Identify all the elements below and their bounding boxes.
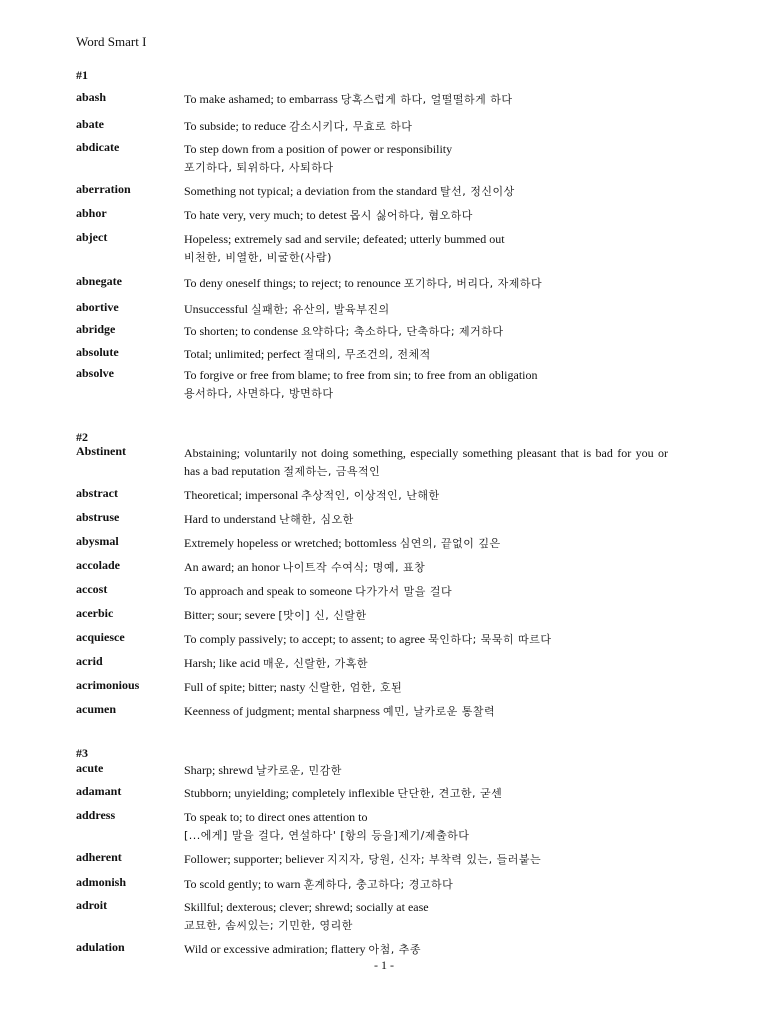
definition-korean: 당혹스럽게 하다, 얼떨떨하게 하다	[340, 93, 513, 106]
definition-english: Theoretical; impersonal	[184, 488, 299, 502]
entry-term: acrid	[76, 654, 103, 668]
definition-korean: 단단한, 견고한, 굳센	[397, 787, 503, 800]
definition-english: Hard to understand	[184, 512, 276, 526]
definition-korean: 절제하는, 금욕적인	[283, 465, 381, 478]
entry-definition	[184, 678, 668, 697]
definition-english: Stubborn; unyielding; completely inflexible	[184, 786, 395, 800]
definition-english: Skillful; dexterous; clever; shrewd; socially at ease	[184, 900, 429, 914]
definition-english: To approach and speak to someone	[184, 584, 353, 598]
entry-definition	[184, 606, 668, 625]
entry-definition	[184, 630, 668, 649]
entry-definition	[184, 322, 668, 341]
entry-definition	[184, 654, 668, 673]
definition-korean: 묵인하다; 묵묵히 따르다	[428, 633, 552, 646]
entry-definition	[184, 510, 668, 529]
definition-korean: 탈선, 정신이상	[439, 185, 515, 198]
definition-english: Extremely hopeless or wretched; bottomless	[184, 536, 397, 550]
definition-english: Harsh; like acid	[184, 656, 260, 670]
entry-definition	[184, 300, 668, 319]
definition-korean: 매운, 신랄한, 가혹한	[262, 657, 368, 670]
entry-term: abhor	[76, 206, 107, 220]
definition-korean: 신랄한, 엄한, 호된	[308, 681, 403, 694]
definition-korean: 포기하다, 버리다, 자제하다	[403, 277, 543, 290]
definition-korean: 지지자, 당원, 신자; 부착력 있는, 들러붙는	[326, 853, 542, 866]
definition-english: Full of spite; bitter; nasty	[184, 680, 306, 694]
definition-english: Follower; supporter; believer	[184, 852, 324, 866]
definition-korean: 비천한, 비열한, 비굴한(사람)	[184, 251, 332, 264]
definition-korean: 교묘한, 솜씨있는; 기민한, 영리한	[184, 919, 353, 932]
definition-english: Bitter; sour; severe	[184, 608, 276, 622]
definition-korean: 날카로운, 민감한	[256, 764, 342, 777]
definition-korean: 예민, 날카로운 통찰력	[382, 705, 496, 718]
entry-term: abnegate	[76, 274, 122, 288]
definition-korean: 나이트작 수여식; 명예, 표창	[282, 561, 426, 574]
definition-english: To scold gently; to warn	[184, 877, 301, 891]
definition-english: To deny oneself things; to reject; to renounce	[184, 276, 401, 290]
definition-english: Unsuccessful	[184, 302, 248, 316]
definition-korean: [...에게] 말을 걸다, 연설하다' [항의 등을]제기/제출하다	[184, 829, 470, 842]
entry-definition	[184, 274, 668, 293]
entry-definition	[184, 345, 668, 364]
entry-definition	[184, 366, 668, 403]
definition-korean: 요약하다; 축소하다, 단축하다; 제거하다	[301, 325, 504, 338]
definition-korean: 난해한, 심오한	[278, 513, 354, 526]
definition-english: To step down from a position of power or responsibility	[184, 142, 453, 156]
entry-definition	[184, 850, 668, 869]
entry-term: absolute	[76, 345, 119, 359]
definition-english: Total; unlimited; perfect	[184, 347, 301, 361]
entry-term: abdicate	[76, 140, 120, 154]
entry-term: Abstinent	[76, 444, 127, 458]
entry-term: adulation	[76, 940, 125, 954]
entry-term: abstract	[76, 486, 118, 500]
entry-term: adamant	[76, 784, 122, 798]
entry-term: acrimonious	[76, 678, 140, 692]
definition-korean: 용서하다, 사면하다, 방면하다	[184, 387, 334, 400]
document-title: Word Smart I	[76, 34, 147, 49]
entry-term: acerbic	[76, 606, 114, 620]
definition-korean: 아첨, 추종	[368, 943, 421, 956]
entry-definition	[184, 90, 668, 109]
definition-english: To make ashamed; to embarrass	[184, 92, 338, 106]
entry-definition	[184, 117, 668, 136]
entry-term: abysmal	[76, 534, 119, 548]
section-label-3: #3	[76, 746, 88, 760]
definition-english: Something not typical; a deviation from the standard	[184, 184, 437, 198]
definition-english: To comply passively; to accept; to assent; to agree	[184, 632, 426, 646]
definition-korean: 감소시키다, 무효로 하다	[289, 120, 413, 133]
entry-definition	[184, 206, 668, 225]
entry-definition	[184, 784, 668, 803]
definition-english: An award; an honor	[184, 560, 280, 574]
entry-definition	[184, 486, 668, 505]
entry-term: abash	[76, 90, 107, 104]
entry-term: aberration	[76, 182, 131, 196]
definition-korean: 절대의, 무조건의, 전체적	[303, 348, 431, 361]
definition-english: To shorten; to condense	[184, 324, 299, 338]
entry-definition	[184, 702, 668, 721]
entry-definition	[184, 898, 668, 935]
entry-definition	[184, 875, 668, 894]
entry-term: admonish	[76, 875, 127, 889]
definition-korean: [맛이] 신, 신랄한	[278, 609, 367, 622]
entry-term: abortive	[76, 300, 119, 314]
entry-term: adroit	[76, 898, 108, 912]
entry-term: accost	[76, 582, 108, 596]
definition-english: To hate very, very much; to detest	[184, 208, 347, 222]
entry-term: acute	[76, 761, 104, 775]
page-number: - 1 -	[374, 958, 394, 972]
entry-definition	[184, 444, 668, 481]
entry-term: acquiesce	[76, 630, 125, 644]
entry-definition	[184, 182, 668, 201]
entry-term: abate	[76, 117, 104, 131]
definition-english: To subside; to reduce	[184, 119, 287, 133]
entry-definition	[184, 534, 668, 553]
entry-term: abstruse	[76, 510, 120, 524]
entry-term: absolve	[76, 366, 115, 380]
entry-term: abridge	[76, 322, 116, 336]
definition-korean: 훈계하다, 충고하다; 경고하다	[303, 878, 454, 891]
entry-term: adherent	[76, 850, 122, 864]
definition-korean: 심연의, 끝없이 깊은	[399, 537, 501, 550]
entry-term: accolade	[76, 558, 120, 572]
definition-english: Hopeless; extremely sad and servile; defeated; utterly bummed out	[184, 232, 505, 246]
definition-english: Wild or excessive admiration; flattery	[184, 942, 366, 956]
entry-definition	[184, 230, 668, 267]
definition-korean: 다가가서 말을 걸다	[355, 585, 453, 598]
definition-korean: 몹시 싫어하다, 혐오하다	[349, 209, 473, 222]
definition-english: Keenness of judgment; mental sharpness	[184, 704, 380, 718]
definition-english: Sharp; shrewd	[184, 763, 253, 777]
definition-korean: 포기하다, 퇴위하다, 사퇴하다	[184, 161, 334, 174]
entry-definition	[184, 140, 668, 177]
section-label-1: #1	[76, 68, 88, 82]
entry-definition	[184, 940, 668, 959]
definition-english: Abstaining; voluntarily not doing something, especially something pleasant that is bad for you or has a bad reputation	[184, 446, 668, 478]
entry-term: abject	[76, 230, 108, 244]
definition-english: To speak to; to direct ones attention to	[184, 810, 368, 824]
definition-korean: 실패한; 유산의, 발육부진의	[250, 303, 390, 316]
entry-term: acumen	[76, 702, 116, 716]
entry-definition	[184, 808, 668, 845]
definition-english: To forgive or free from blame; to free from sin; to free from an obligation	[184, 368, 538, 382]
definition-korean: 추상적인, 이상적인, 난해한	[301, 489, 440, 502]
section-label-2: #2	[76, 430, 88, 444]
entry-definition	[184, 761, 668, 780]
entry-definition	[184, 582, 668, 601]
entry-definition	[184, 558, 668, 577]
entry-term: address	[76, 808, 116, 822]
